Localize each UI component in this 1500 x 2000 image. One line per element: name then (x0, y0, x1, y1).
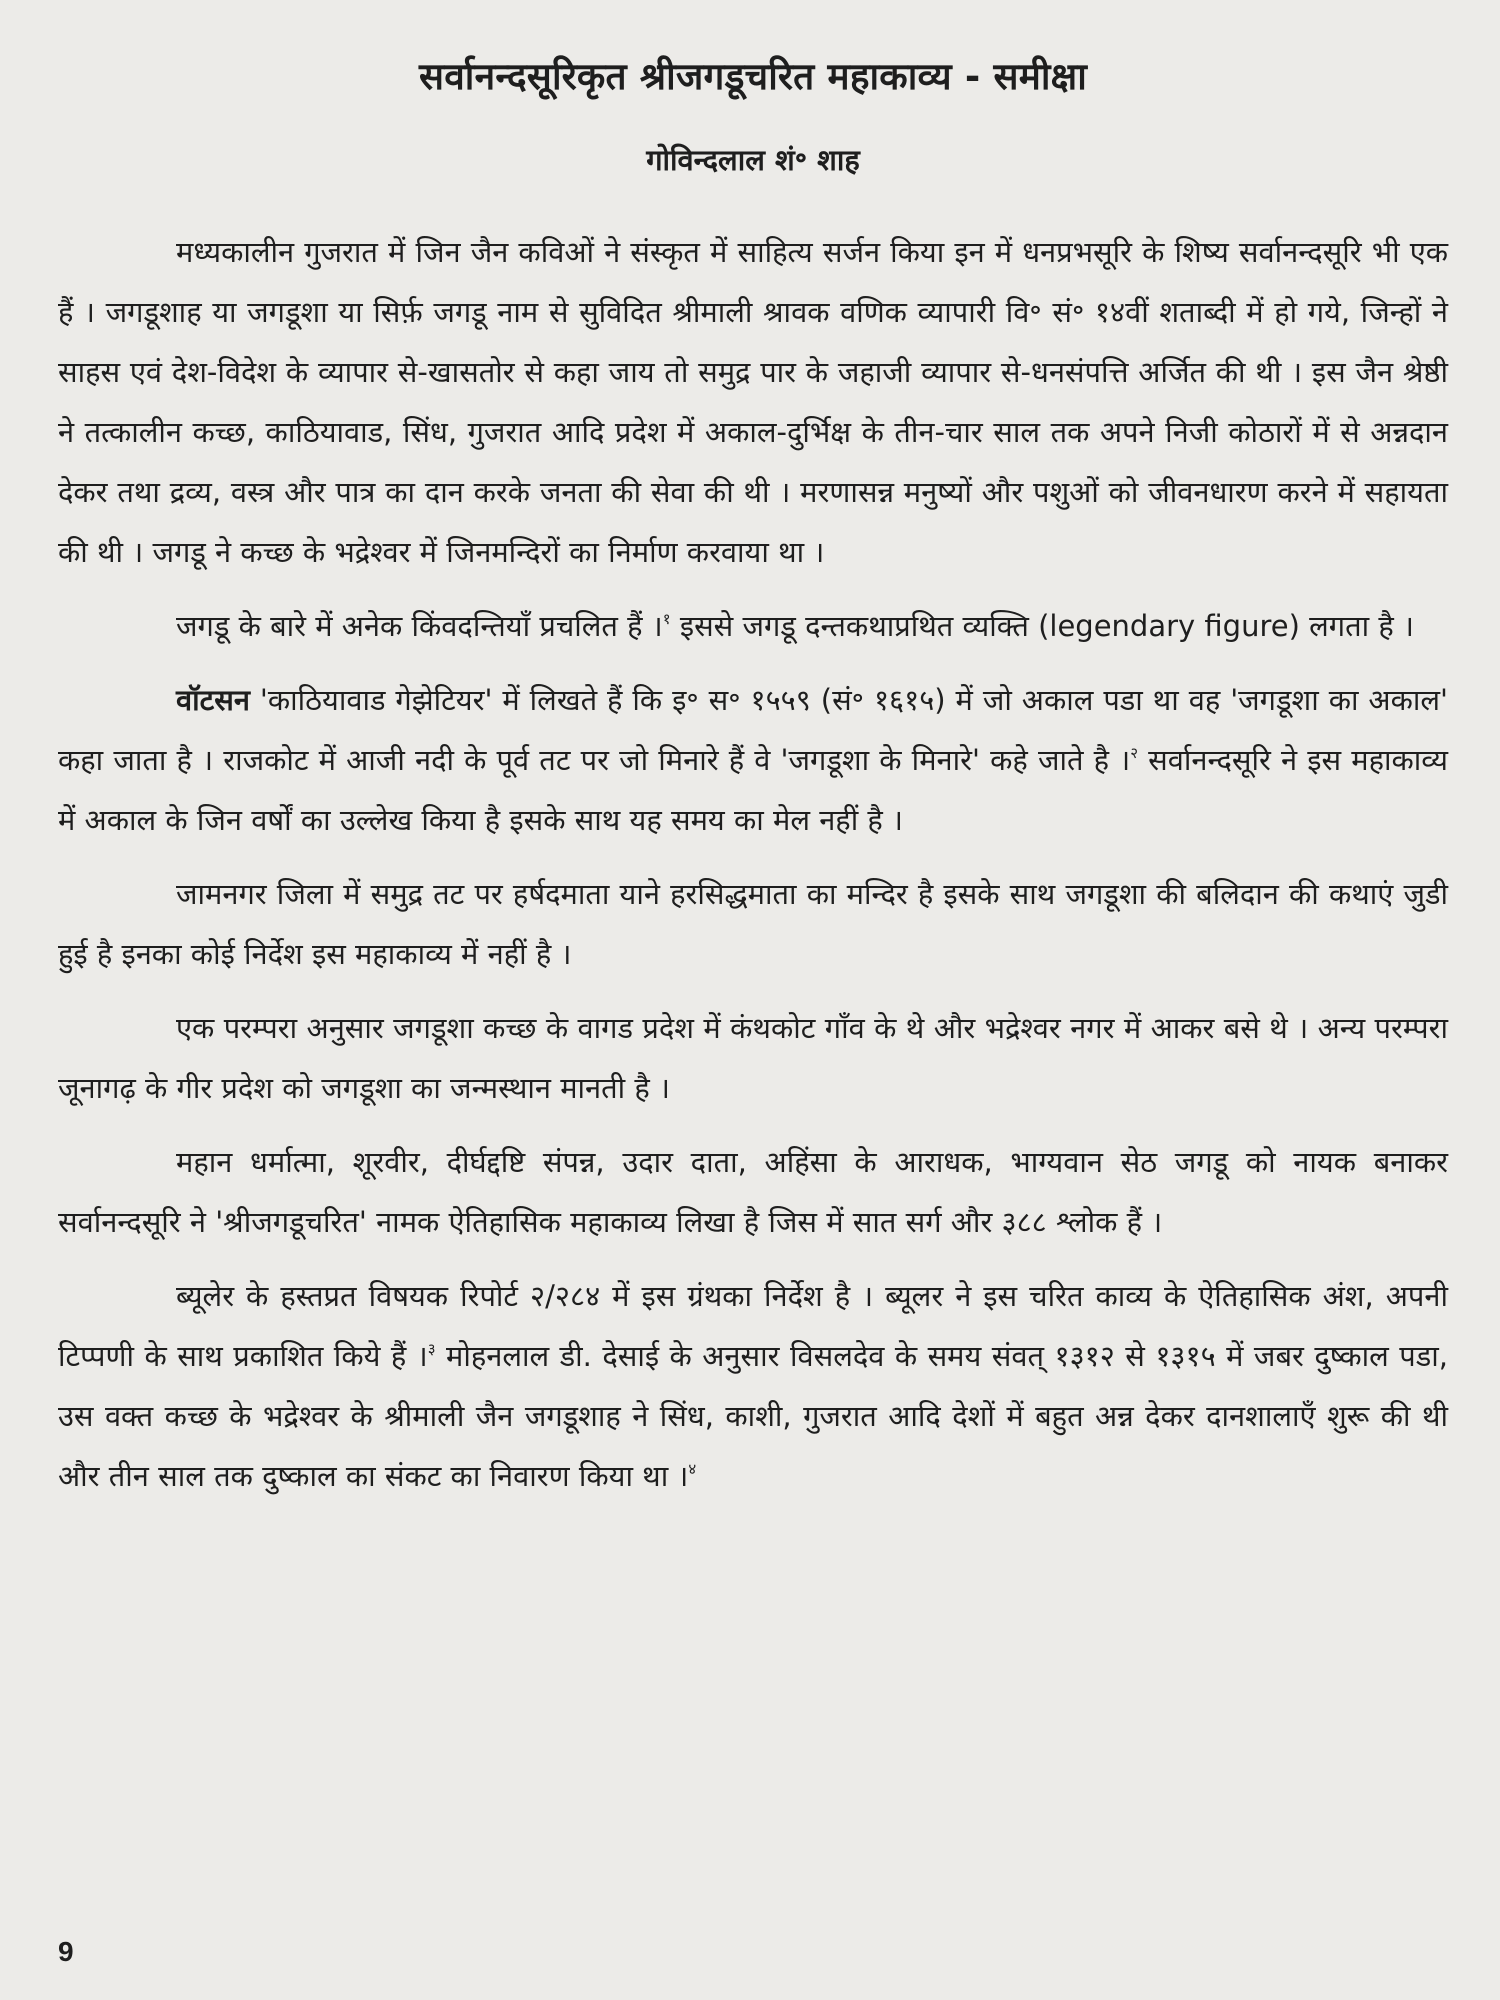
paragraph-text: महान धर्मात्मा, शूरवीर, दीर्घद्दष्टि संपन्न, उदार दाता, अहिंसा के आराधक, भाग्यवान सेठ जगडू को नायक बनाकर सर्वानन्दसूरि ने 'श्रीजगडूचरित' नामक ऐतिहासिक महाकाव्य लिखा है जिस में सात सर्ग और ३८८ श्लोक हैं । (58, 1145, 1448, 1239)
paragraph-text: जगडू के बारे में अनेक किंवदन्तियाँ प्रचलित हैं । (176, 609, 663, 643)
paragraph-text-tail: मोहनलाल डी. देसाई के अनुसार विसलदेव के समय संवत् १३१२ से १३१५ में जबर दुष्काल पडा, उस वक्त कच्छ के भद्रेश्वर के श्रीमाली जैन जगडूशाह ने सिंध, काशी, गुजरात आदि देशों में बहुत अन्न देकर दानशालाएँ शुरू की थी और तीन साल तक दुष्काल का संकट का निवारण किया था । (58, 1339, 1448, 1493)
article-title: सर्वानन्दसूरिकृत श्रीजगडूचरित महाकाव्य - समीक्षा (419, 55, 1087, 98)
paragraph-7 (58, 1266, 1448, 1506)
paragraph-4 (58, 864, 1448, 984)
paragraph-text: एक परम्परा अनुसार जगडूशा कच्छ के वागड प्रदेश में कंथकोट गाँव के थे और भद्रेश्वर नगर में आकर बसे थे । अन्य परम्परा जूनागढ़ के गीर प्रदेश को जगडूशा का जन्मस्थान मानती है । (58, 1011, 1448, 1105)
paragraph-3 (58, 670, 1448, 850)
paragraph-lead: वॉटसन (176, 683, 250, 717)
paragraph-text: मध्यकालीन गुजरात में जिन जैन कविओं ने संस्कृत में साहित्य सर्जन किया इन में धनप्रभसूरि के शिष्य सर्वानन्दसूरि भी एक हैं । जगडूशाह या जगडूशा या सिर्फ़ जगडू नाम से सुविदित श्रीमाली श्रावक वणिक व्यापारी वि॰ सं॰ १४वीं शताब्दी में हो गये, जिन्हों ने साहस एवं देश-विदेश के व्यापार से-खासतोर से कहा जाय तो समुद्र पार के जहाजी व्यापार से-धनसंपत्ति अर्जित की थी । इस जैन श्रेष्ठी ने तत्कालीन कच्छ, काठियावाड, सिंध, गुजरात आदि प्रदेश में अकाल-दुर्भिक्ष के तीन-चार साल तक अपने निजी कोठारों में से अन्नदान देकर तथा द्रव्य, वस्त्र और पात्र का दान करके जनता की सेवा की थी । मरणासन्न मनुष्यों और पशुओं को जीवनधारण करने में सहायता की थी । जगडू ने कच्छ के भद्रेश्वर में जिनमन्दिरों का निर्माण करवाया था । (58, 235, 1449, 569)
author-name: गोविन्दलाल शं॰ शाह (646, 143, 860, 177)
paragraph-5 (58, 998, 1448, 1118)
paragraph-text: ब्यूलेर के हस्तप्रत विषयक रिपोर्ट २/२८४ में इस ग्रंथका निर्देश है । ब्यूलर ने इस चरित काव्य के ऐतिहासिक अंश, अपनी टिप्पणी के साथ प्रकाशित किये हैं । (58, 1279, 1448, 1373)
paragraph-text-tail: इससे जगडू दन्तकथाप्रथित व्यक्ति (legendary figure) लगता है । (670, 609, 1414, 643)
footnote-ref: ४ (688, 1460, 697, 1478)
footnote-ref: १ (662, 610, 671, 628)
footnote-ref: ३ (427, 1340, 436, 1358)
paragraph-text: 'काठियावाड गेझेटियर' में लिखते हैं कि इ॰ स॰ १५५९ (सं॰ १६१५) में जो अकाल पडा था वह 'जगडूशा का अकाल' कहा जाता है । राजकोट में आजी नदी के पूर्व तट पर जो मिनारे हैं वे 'जगडूशा के मिनारे' कहे जाते है । (58, 683, 1448, 777)
paragraph-2 (58, 596, 1448, 656)
page-number: 9 (58, 1936, 74, 1967)
paragraph-1 (58, 222, 1448, 582)
footnote-ref: २ (1130, 744, 1139, 762)
paragraph-text-tail: सर्वानन्दसूरि ने इस महाकाव्य में अकाल के जिन वर्षों का उल्लेख किया है इसके साथ यह समय का मेल नहीं है । (58, 743, 1448, 837)
paragraph-6 (58, 1132, 1448, 1252)
paragraph-text: जामनगर जिला में समुद्र तट पर हर्षदमाता याने हरसिद्धमाता का मन्दिर है इसके साथ जगडूशा की बलिदान की कथाएं जुडी हुई है इनका कोई निर्देश इस महाकाव्य में नहीं है । (58, 877, 1449, 971)
